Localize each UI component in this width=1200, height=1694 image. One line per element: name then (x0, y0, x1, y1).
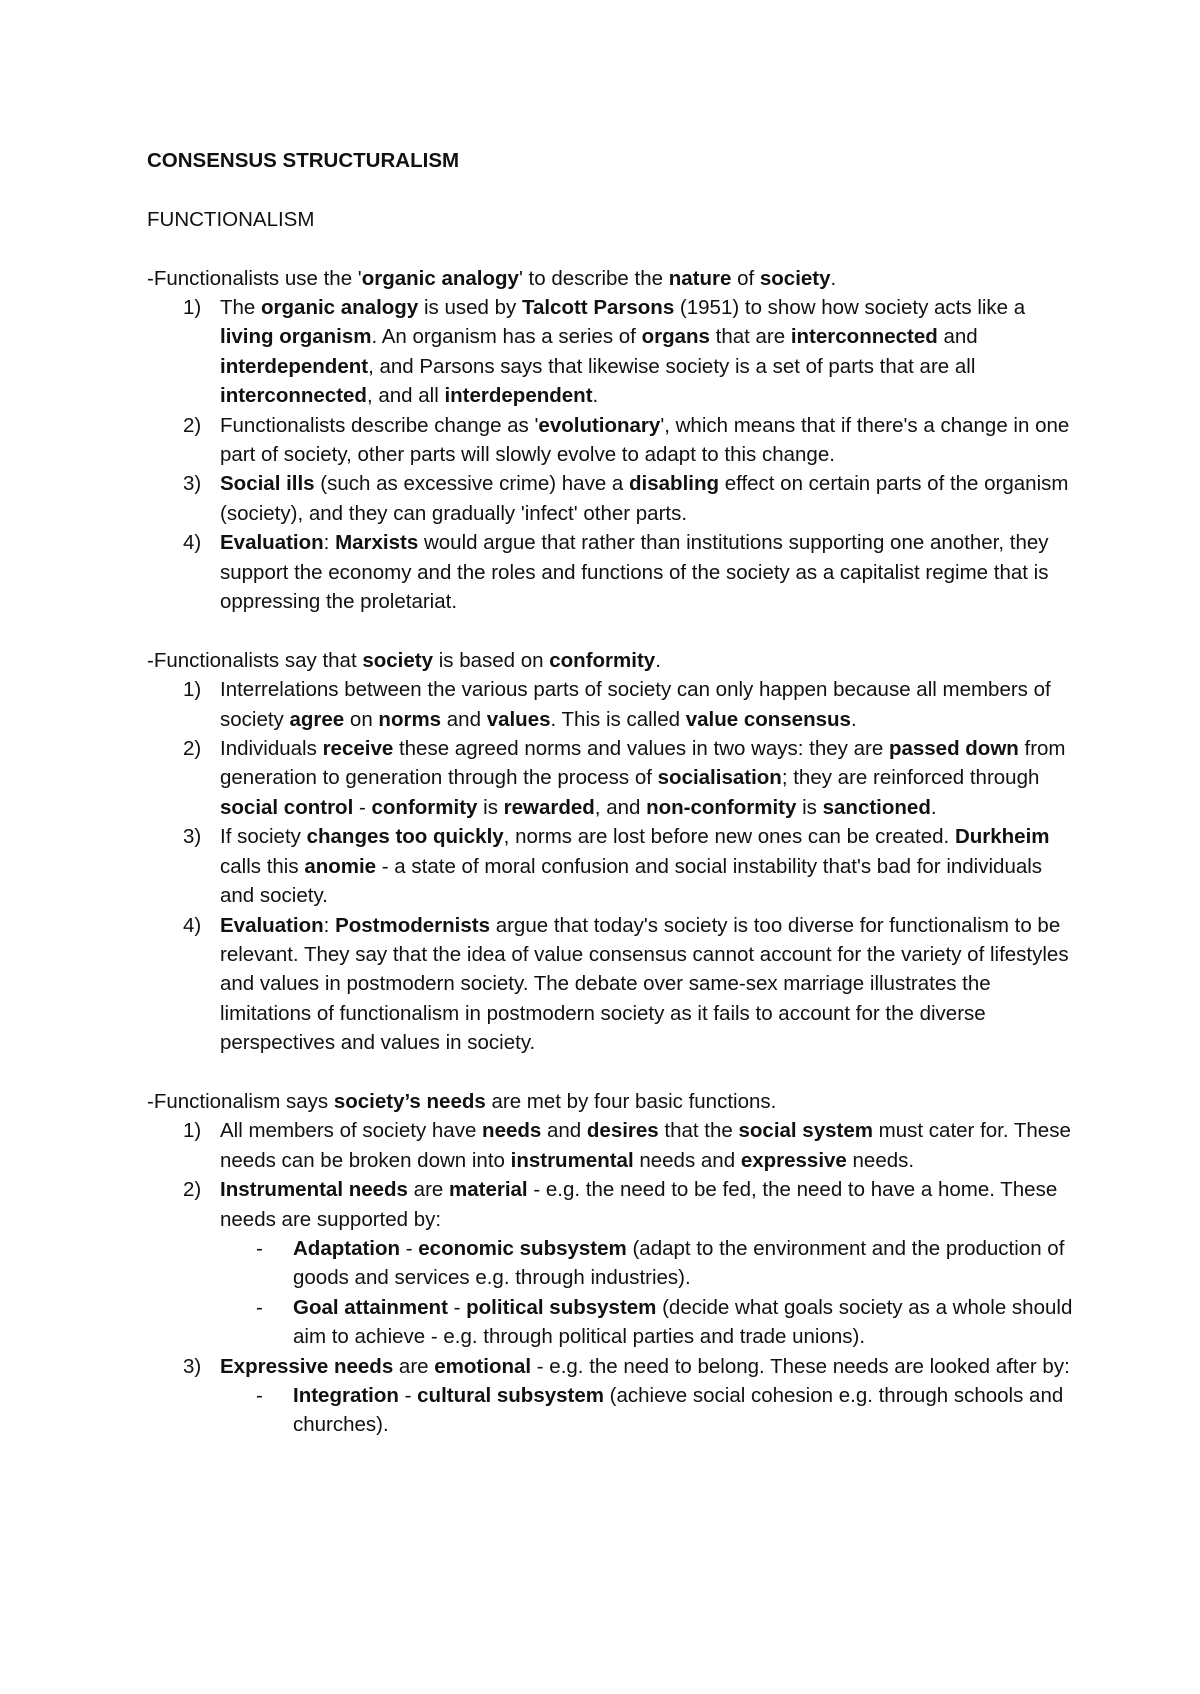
list-number: 3) (183, 472, 202, 496)
sub-list-item (220, 1293, 1080, 1352)
list-item (147, 1352, 1080, 1440)
list-number: 2) (183, 413, 202, 437)
dash-bullet: - (256, 1236, 263, 1260)
bold-term: values (486, 707, 551, 731)
text-run: is based on (433, 648, 550, 672)
text-run: argue that today's society is too diverse for functionalism to be relevant. They say that the idea of value consensus cannot account for the variety of lifestyles and values in postmodern society. The debate over same-sex marriage illustrates the limitations of functionalism in postmodern society as it fails to account for the diverse perspectives and values in society. (220, 913, 1069, 1055)
text-run: Interrelations between the various parts of society can only happen because all members of society (220, 678, 1051, 731)
sub-list-item (220, 1381, 1080, 1440)
bold-term: emotional (434, 1354, 532, 1378)
bold-term: organic analogy (261, 296, 419, 319)
text-run: needs. (846, 1148, 915, 1172)
text-run: , and (594, 795, 647, 819)
text-run: -Functionalists use the ' (147, 266, 362, 290)
text-run: -Functionalism says (147, 1089, 334, 1113)
bold-term: desires (586, 1119, 659, 1143)
list-number: 2) (183, 737, 202, 761)
bold-term: conformity (549, 648, 656, 672)
list-item-text (220, 678, 1051, 730)
list-item-text (220, 531, 1049, 613)
bold-term: disabling (629, 472, 720, 496)
bold-term: Talcott Parsons (521, 296, 675, 319)
text-run: -Functionalists say that (147, 648, 363, 672)
text-run: : (323, 531, 336, 555)
list-item-text (220, 1178, 1057, 1230)
text-run: ', which means that if there's a change in one part of society, other parts will slowly evolve to adapt to this change. (220, 413, 1070, 467)
list-item (147, 293, 1080, 411)
list-number: 2) (183, 1178, 202, 1202)
text-run: . (592, 384, 599, 408)
bold-term: social system (738, 1119, 873, 1143)
dash-bullet: - (256, 1295, 263, 1319)
bold-term: cultural subsystem (417, 1384, 604, 1407)
text-run: of (731, 266, 760, 290)
text-run: are (407, 1178, 449, 1202)
sub-list-item-text (293, 1296, 1072, 1348)
numbered-list (147, 293, 1080, 616)
list-item-text (220, 737, 1066, 819)
text-run: (1951) to show how society acts like a (674, 296, 1026, 319)
text-run: - (400, 1236, 419, 1260)
document-title: CONSENSUS STRUCTURALISM (147, 149, 460, 172)
text-run: , norms are lost before new ones can be created. (503, 825, 955, 849)
sub-list (220, 1381, 1080, 1440)
bold-term: society’s needs (333, 1089, 486, 1113)
text-run: is (477, 795, 504, 819)
bold-term: anomie (304, 854, 377, 878)
text-run: would argue that rather than institutions supporting one another, they support the economy and the roles and functions of the society as a capitalist regime that is oppressing the proletariat. (220, 531, 1049, 614)
text-run: . (655, 648, 661, 672)
bold-term: Instrumental needs (220, 1178, 408, 1202)
list-number: 4) (183, 913, 202, 937)
bold-term: Durkheim (954, 825, 1050, 849)
bold-term: Evaluation (220, 913, 324, 937)
text-run: ' to describe the (518, 266, 669, 290)
text-run: from generation to generation through the process of (220, 737, 1066, 790)
bold-term: social control (220, 795, 354, 819)
section (147, 646, 1080, 1058)
bold-term: changes too quickly (306, 825, 504, 849)
text-run: - e.g. the need to be fed, the need to have a home. These needs are supported by: (220, 1178, 1058, 1231)
bold-term: instrumental (510, 1148, 634, 1172)
text-run: - (398, 1384, 418, 1407)
bold-term: interconnected (220, 384, 367, 408)
bold-term: sanctioned (822, 795, 931, 819)
list-item-text (220, 1119, 1071, 1171)
bold-term: organs (641, 325, 710, 349)
bold-term: nature (668, 266, 732, 290)
list-item (147, 528, 1080, 616)
text-run: If society (220, 825, 307, 849)
document-body (147, 264, 1080, 1440)
text-run: calls this (220, 854, 305, 878)
sub-list-item-text (293, 1237, 1064, 1289)
list-item-text (220, 472, 1068, 524)
bold-term: Marxists (335, 531, 419, 555)
text-run: that the (658, 1119, 739, 1143)
list-number: 1) (183, 296, 202, 319)
section (147, 1087, 1080, 1440)
text-run: : (323, 913, 336, 937)
text-run: (such as excessive crime) have a (314, 472, 630, 496)
text-run: . This is called (550, 707, 686, 731)
bold-term: Social ills (220, 472, 315, 496)
bold-term: conformity (371, 795, 478, 819)
text-run: . (850, 707, 857, 731)
list-item (147, 675, 1080, 734)
bold-term: expressive (740, 1148, 847, 1172)
list-item-text (220, 914, 1069, 1055)
text-run: The (220, 296, 262, 319)
list-item (147, 734, 1080, 822)
text-run: needs and (633, 1148, 741, 1172)
bold-term: society (759, 266, 831, 290)
text-run: that are (709, 325, 791, 349)
text-run: must cater for. These needs can be broken down into (220, 1119, 1071, 1172)
text-run: - e.g. the need to belong. These needs are looked after by: (531, 1354, 1070, 1378)
bold-term: Expressive needs (220, 1354, 394, 1378)
text-run: ; they are reinforced through (781, 766, 1040, 790)
text-run: and (541, 1119, 587, 1143)
list-item (147, 1116, 1080, 1175)
text-run: All members of society have (220, 1119, 483, 1143)
text-run: - a state of moral confusion and social instability that's bad for individuals and society. (220, 854, 1043, 908)
list-item-text (220, 296, 1025, 407)
numbered-list (147, 1116, 1080, 1439)
bold-term: interdependent (220, 354, 369, 378)
dash-bullet: - (256, 1384, 263, 1407)
bold-term: Adaptation (293, 1236, 401, 1260)
bold-term: norms (378, 707, 442, 731)
text-run: (achieve social cohesion e.g. through schools and churches). (293, 1384, 1064, 1437)
bold-term: receive (322, 737, 394, 761)
document-subtitle: FUNCTIONALISM (147, 207, 315, 231)
bold-term: society (362, 648, 433, 672)
list-item-text (220, 414, 1069, 466)
text-run: is (796, 795, 823, 819)
text-run: - (447, 1295, 467, 1319)
list-item (147, 911, 1080, 1058)
list-number: 1) (183, 1119, 202, 1143)
list-number: 3) (183, 1354, 202, 1378)
text-run: (decide what goals society as a whole should aim to achieve - e.g. through political parties and trade unions). (293, 1295, 1073, 1349)
text-run: . (930, 795, 937, 819)
numbered-list (147, 675, 1080, 1057)
text-run: , and all (366, 384, 445, 408)
text-run: Functionalists describe change as ' (220, 413, 539, 437)
list-number: 1) (183, 678, 202, 702)
text-run: effect on certain parts of the organism (society), and they can gradually 'infect' other parts. (220, 472, 1069, 525)
list-item (147, 411, 1080, 470)
text-run: on (344, 707, 379, 731)
bold-term: living organism (220, 325, 372, 349)
section-intro (147, 1087, 1080, 1116)
bold-term: Integration (293, 1384, 399, 1407)
bold-term: interdependent (444, 384, 593, 408)
list-item (147, 1175, 1080, 1351)
list-item-text (220, 825, 1050, 907)
list-item (147, 469, 1080, 528)
text-run: and (441, 707, 487, 731)
bold-term: rewarded (503, 795, 595, 819)
bold-term: passed down (888, 737, 1019, 761)
section (147, 264, 1080, 617)
bold-term: economic subsystem (418, 1236, 627, 1260)
sub-list-item (220, 1234, 1080, 1293)
text-run: . An organism has a series of (371, 325, 642, 349)
text-run: Individuals (220, 737, 323, 761)
list-item-text (220, 1355, 1070, 1378)
section-intro (147, 646, 1080, 675)
list-number: 3) (183, 825, 202, 849)
bold-term: political subsystem (466, 1295, 657, 1319)
bold-term: organic analogy (361, 266, 519, 290)
bold-term: socialisation (657, 766, 782, 790)
text-run: are met by four basic functions. (485, 1089, 777, 1113)
text-run: - (353, 795, 372, 819)
sub-list (220, 1234, 1080, 1352)
bold-term: Evaluation (220, 531, 324, 555)
bold-term: needs (482, 1119, 542, 1143)
list-number: 4) (183, 531, 202, 555)
text-run: . (830, 266, 837, 290)
text-run: and (937, 325, 978, 349)
sub-list-item-text (293, 1384, 1063, 1436)
text-run: is used by (418, 296, 522, 319)
text-run: , and Parsons says that likewise society is a set of parts that are all (368, 354, 976, 378)
bold-term: interconnected (790, 325, 938, 349)
list-item (147, 822, 1080, 910)
bold-term: Goal attainment (293, 1295, 448, 1319)
text-run: are (393, 1354, 435, 1378)
bold-term: non-conformity (646, 795, 797, 819)
section-intro (147, 264, 1080, 293)
text-run: (adapt to the environment and the production of goods and services e.g. through industries). (293, 1236, 1065, 1290)
text-run: these agreed norms and values in two ways: they are (393, 737, 889, 761)
bold-term: agree (289, 707, 345, 731)
bold-term: material (449, 1178, 528, 1202)
bold-term: value consensus (685, 707, 851, 731)
bold-term: evolutionary (538, 413, 661, 437)
bold-term: Postmodernists (335, 913, 490, 937)
